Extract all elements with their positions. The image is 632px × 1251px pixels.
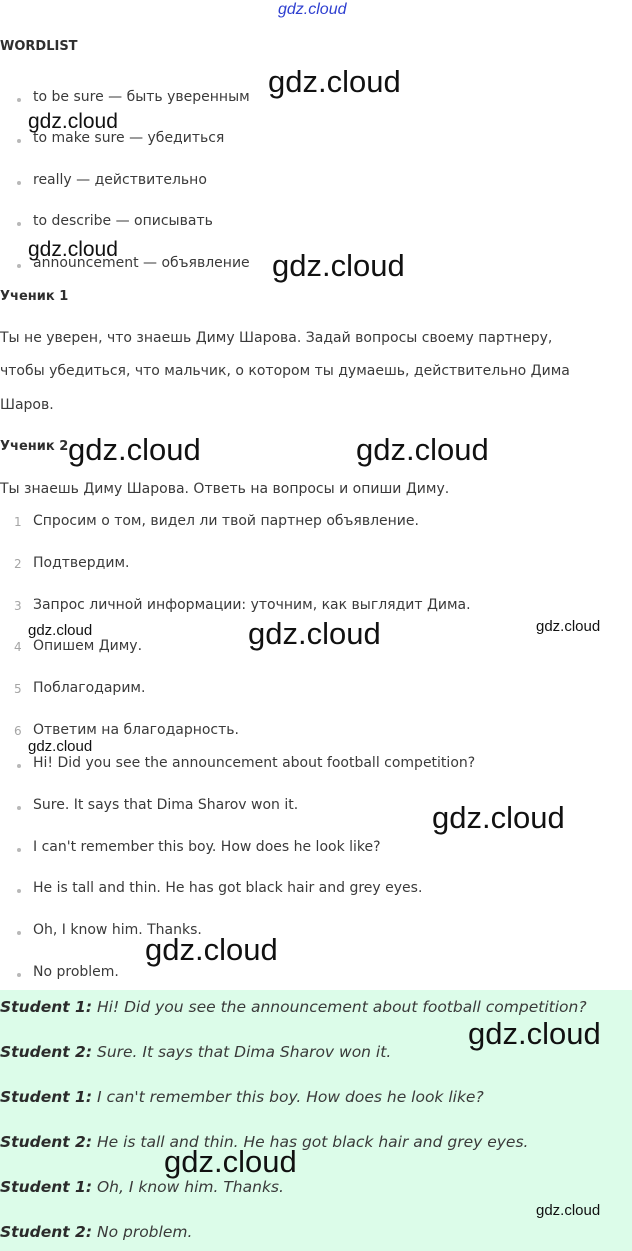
dialog-speaker: Student 2: — [0, 1223, 93, 1241]
watermark: gdz.cloud — [536, 618, 601, 635]
watermark: gdz.cloud — [145, 932, 278, 967]
step-text: Поблагодарим. — [33, 680, 146, 696]
dialog-line — [0, 1043, 391, 1061]
step-number: 1 — [14, 515, 22, 529]
student2-intro: Ты знаешь Диму Шарова. Ответь на вопросы и опиши Диму. — [0, 481, 450, 497]
bullet-dot — [17, 764, 21, 768]
bullet-dot — [17, 264, 21, 268]
bullet-item: Oh, I know him. Thanks. — [33, 922, 202, 938]
dialog-line — [0, 1223, 192, 1241]
bullet-dot — [17, 973, 21, 977]
bullet-dot — [17, 848, 21, 852]
step-number: 3 — [14, 599, 22, 613]
bullet-item: Hi! Did you see the announcement about football competition? — [33, 755, 476, 771]
bullet-dot — [17, 98, 21, 102]
bullet-item: I can't remember this boy. How does he look like? — [33, 839, 381, 855]
dialog-text: No problem. — [96, 1223, 193, 1241]
wordlist-item: to describe — описывать — [33, 213, 213, 229]
dialog-speaker: Student 2: — [0, 1043, 93, 1061]
step-text: Запрос личной информации: уточним, как выглядит Дима. — [33, 597, 471, 613]
dialog-text: Oh, I know him. Thanks. — [96, 1178, 284, 1196]
bullet-item: Sure. It says that Dima Sharov won it. — [33, 797, 299, 813]
watermark: gdz.cloud — [68, 432, 201, 467]
watermark: gdz.cloud — [28, 110, 118, 133]
bullet-dot — [17, 181, 21, 185]
step-text: Опишем Диму. — [33, 638, 143, 654]
watermark: gdz.cloud — [248, 616, 381, 651]
watermark: gdz.cloud — [356, 432, 489, 467]
wordlist-item: really — действительно — [33, 172, 207, 188]
bullet-dot — [17, 222, 21, 226]
step-number: 4 — [14, 640, 22, 654]
step-number: 6 — [14, 724, 22, 738]
dialog-line — [0, 998, 587, 1016]
step-number: 2 — [14, 557, 22, 571]
student2-title: Ученик 2 — [0, 439, 69, 454]
bullet-item: No problem. — [33, 964, 119, 980]
dialog-line — [0, 1178, 284, 1196]
dialog-text: Hi! Did you see the announcement about football competition? — [96, 998, 587, 1016]
watermark: gdz.cloud — [164, 1144, 297, 1179]
bullet-dot — [17, 806, 21, 810]
watermark: gdz.cloud — [536, 1202, 601, 1219]
watermark: gdz.cloud — [468, 1016, 601, 1051]
bullet-dot — [17, 889, 21, 893]
dialog-text: I can't remember this boy. How does he look like? — [96, 1088, 484, 1106]
dialog-speaker: Student 1: — [0, 1178, 93, 1196]
dialog-line — [0, 1088, 484, 1106]
step-text: Ответим на благодарность. — [33, 722, 239, 738]
watermark: gdz.cloud — [432, 800, 565, 835]
step-text: Спросим о том, видел ли твой партнер объявление. — [33, 513, 419, 529]
wordlist-item: to be sure — быть уверенным — [33, 89, 250, 105]
bullet-dot — [17, 139, 21, 143]
watermark: gdz.cloud — [28, 622, 93, 639]
step-number: 5 — [14, 682, 22, 696]
step-text: Подтвердим. — [33, 555, 130, 571]
dialog-speaker: Student 1: — [0, 998, 93, 1016]
watermark-top: gdz.cloud — [278, 1, 347, 18]
dialog-text: Sure. It says that Dima Sharov won it. — [96, 1043, 392, 1061]
wordlist-item: to make sure — убедиться — [33, 130, 225, 146]
student1-line: Ты не уверен, что знаешь Диму Шарова. Задай вопросы своему партнеру, — [0, 330, 553, 346]
bullet-dot — [17, 931, 21, 935]
wordlist-item: announcement — объявление — [33, 255, 250, 271]
student1-line: чтобы убедиться, что мальчик, о котором ты думаешь, действительно Дима — [0, 363, 570, 379]
wordlist-title: WORDLIST — [0, 39, 78, 54]
bullet-item: He is tall and thin. He has got black hair and grey eyes. — [33, 880, 423, 896]
dialog-speaker: Student 1: — [0, 1088, 93, 1106]
student1-title: Ученик 1 — [0, 289, 69, 304]
watermark: gdz.cloud — [28, 238, 118, 261]
watermark: gdz.cloud — [272, 248, 405, 283]
dialog-speaker: Student 2: — [0, 1133, 93, 1151]
watermark: gdz.cloud — [28, 738, 93, 755]
dialog-text: He is tall and thin. He has got black hair and grey eyes. — [96, 1133, 529, 1151]
watermark: gdz.cloud — [268, 64, 401, 99]
student1-line: Шаров. — [0, 397, 54, 413]
